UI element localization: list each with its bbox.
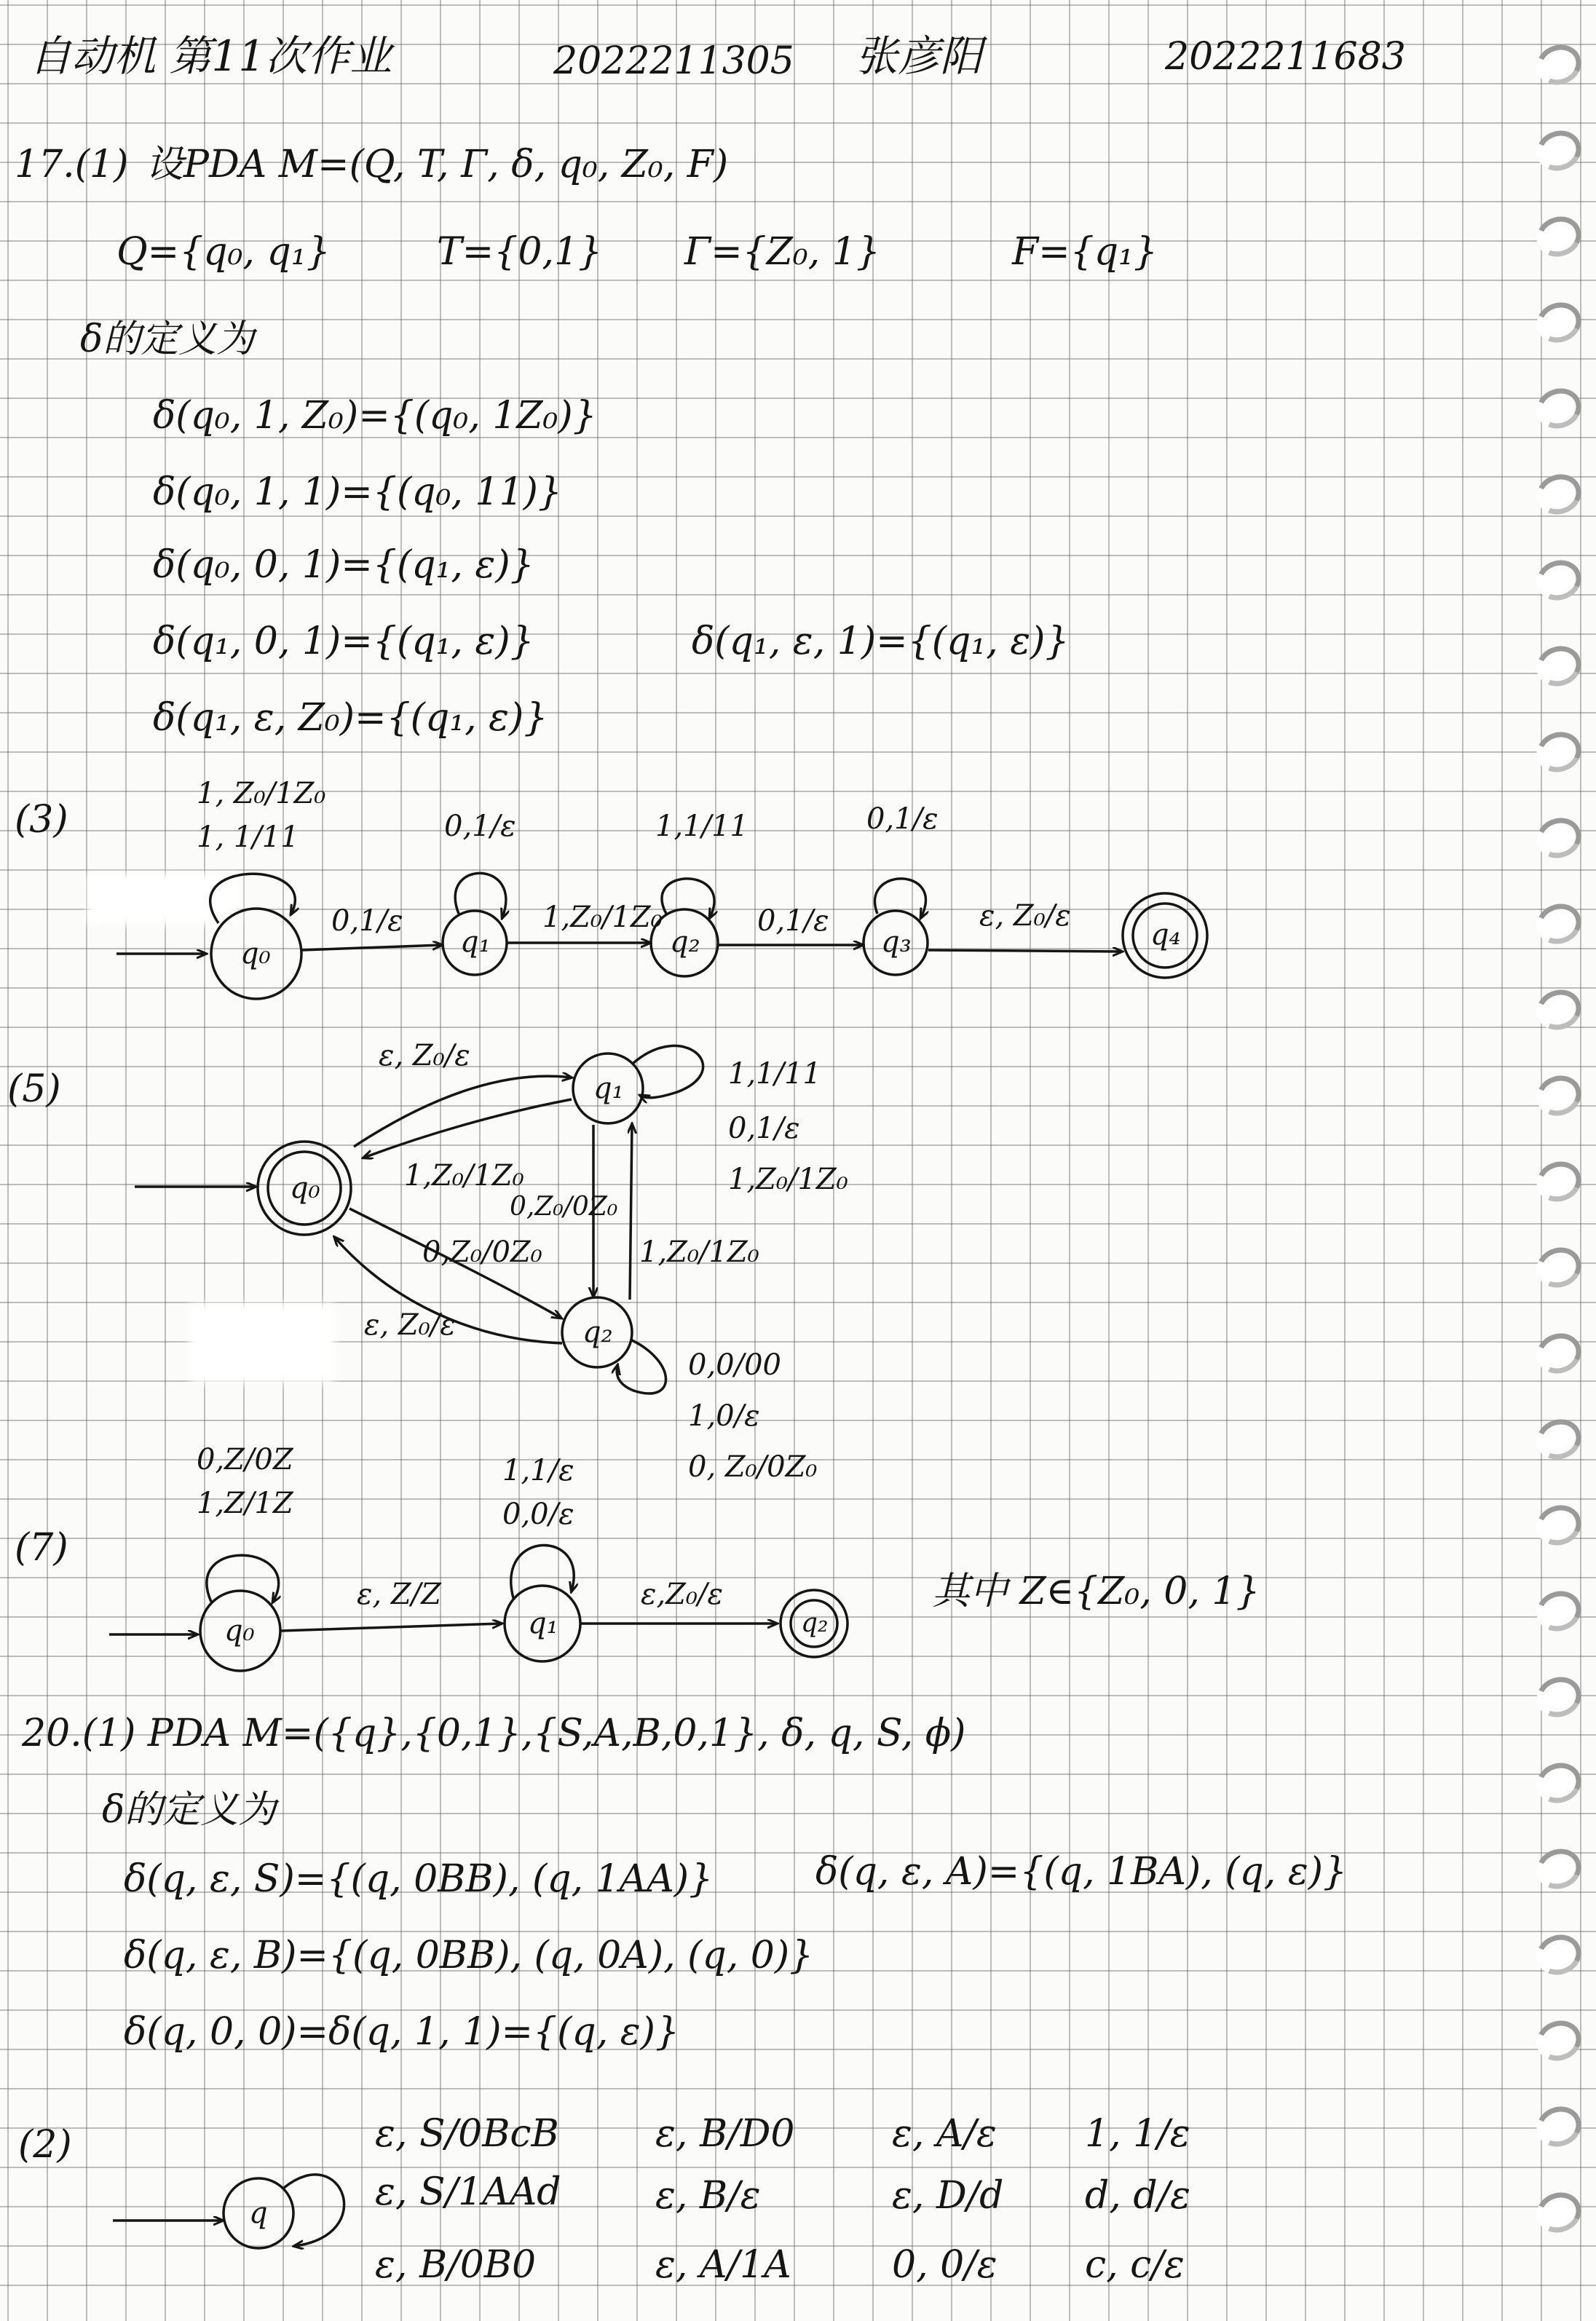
transition-cell: ε, B/D0: [655, 2112, 795, 2156]
transition-cell: ε, D/d: [892, 2174, 1004, 2218]
part-5-label: (5): [7, 1067, 61, 1111]
loop-label: 1,1/11: [655, 810, 748, 843]
delta-rule: δ(q₀, 1, Z₀)={(q₀, 1Z₀)}: [153, 394, 597, 438]
set-gamma: Γ={Z₀, 1}: [684, 230, 880, 274]
transition-cell: ε, S/1AAd: [375, 2170, 561, 2214]
self-loop: [207, 1555, 279, 1602]
delta-rule: δ(q, ε, B)={(q, 0BB), (q, 0A), (q, 0)}: [124, 1934, 814, 1977]
loop-label: 1,1/ε: [502, 1454, 574, 1487]
loop-label: 1, Z₀/1Z₀: [197, 777, 326, 810]
delta-rule: δ(q₁, 0, 1)={(q₁, ε)}: [153, 620, 534, 663]
self-loop: [617, 1340, 665, 1393]
loop-label: 1,Z₀/1Z₀: [728, 1163, 848, 1196]
transition-edge: [630, 1125, 632, 1300]
transition-edge: [928, 950, 1121, 952]
edge-label: 1,Z₀/1Z₀: [542, 901, 663, 934]
edge-label: ε, Z₀/ε: [379, 1039, 470, 1072]
transition-cell: 1, 1/ε: [1085, 2112, 1190, 2156]
transition-cell: ε, A/1A: [655, 2243, 791, 2287]
edge-label: ε, Z₀/ε: [979, 899, 1071, 933]
loop-label: 0,0/ε: [502, 1498, 574, 1531]
delta-rule: δ(q₁, ε, Z₀)={(q₁, ε)}: [153, 696, 548, 740]
state-label: q₁: [528, 1607, 558, 1640]
transition-cell: ε, S/0BcB: [375, 2112, 559, 2156]
student2-name: 张彦阳: [856, 31, 983, 81]
transition-edge: [281, 1624, 501, 1631]
part-3-label: (3): [15, 798, 68, 842]
delta-heading: δ的定义为: [80, 317, 255, 361]
transition-cell: ε, B/ε: [655, 2174, 761, 2218]
self-loop: [511, 1545, 574, 1598]
state-label: q₀: [290, 1171, 320, 1205]
transition-cell: ε, A/ε: [892, 2112, 997, 2156]
student2-id: 2022211683: [1165, 35, 1406, 79]
delta-rule: δ(q₀, 0, 1)={(q₁, ε)}: [153, 543, 534, 587]
loop-label: 0,1/ε: [444, 810, 516, 843]
transition-cell: c, c/ε: [1085, 2243, 1185, 2287]
state-label: q₂: [670, 925, 700, 959]
set-q: Q={q₀, q₁}: [116, 230, 331, 274]
edge-label: ε, Z₀/ε: [364, 1308, 456, 1342]
state-label: q₁: [460, 925, 491, 959]
edge-label: 0,Z₀/0Z₀: [422, 1235, 542, 1269]
edge-label: 0,1/ε: [757, 904, 829, 938]
state-label: q₁: [593, 1072, 624, 1105]
state-label: q: [249, 2197, 268, 2230]
state-label: q₀: [240, 937, 271, 970]
part-2-label: (2): [18, 2123, 72, 2167]
student1-id: 2022211305: [553, 39, 794, 83]
loop-label: 0, Z₀/0Z₀: [688, 1450, 818, 1484]
loop-label: 1,1/11: [728, 1057, 821, 1091]
delta-rule: δ(q₀, 1, 1)={(q₀, 11)}: [153, 470, 562, 514]
delta-rule: δ(q, ε, S)={(q, 0BB), (q, 1AA)}: [124, 1857, 714, 1901]
loop-label: 0,0/00: [688, 1348, 781, 1382]
edge-label: 0,Z₀/0Z₀: [510, 1192, 618, 1222]
loop-label: 0,1/ε: [728, 1112, 800, 1145]
loop-label: 0,Z/0Z: [197, 1443, 293, 1476]
part-7-label: (7): [15, 1526, 68, 1570]
loop-label: 1, 1/11: [197, 821, 299, 854]
transition-cell: 0, 0/ε: [892, 2243, 998, 2287]
transition-edge: [364, 1099, 572, 1158]
loop-label: 1,0/ε: [688, 1399, 760, 1433]
loop-label: 1,Z/1Z: [197, 1487, 293, 1520]
edge-label: 1,Z₀/1Z₀: [639, 1235, 759, 1269]
part-7-note: 其中 Z∈{Z₀, 0, 1}: [932, 1570, 1260, 1613]
state-label: q₂: [582, 1316, 613, 1349]
state-label: q₄: [1150, 918, 1181, 952]
edge-label: 0,1/ε: [331, 904, 403, 938]
state-label: q₀: [224, 1614, 255, 1648]
transition-cell: d, d/ε: [1085, 2174, 1191, 2218]
state-label: q₂: [801, 1608, 829, 1638]
edge-label: ε, Z/Z: [357, 1578, 441, 1611]
state-label: q₃: [881, 925, 912, 959]
transition-edge: [354, 1076, 571, 1147]
set-f: F={q₁}: [1012, 230, 1158, 274]
transition-cell: ε, B/0B0: [375, 2243, 537, 2287]
set-t: T={0,1}: [437, 230, 603, 274]
question-17-intro: 设PDA M=(Q, T, Γ, δ, q₀, Z₀, F): [146, 143, 729, 186]
delta-rule-side: δ(q, ε, A)={(q, 1BA), (q, ε)}: [815, 1850, 1348, 1894]
question-17-number: 17.(1): [15, 143, 129, 186]
transition-edge: [302, 945, 441, 950]
question-20-header: 20.(1) PDA M=({q},{0,1},{S,A,B,0,1}, δ, q, S, ϕ): [22, 1712, 966, 1755]
delta-rule: δ(q, 0, 0)=δ(q, 1, 1)={(q, ε)}: [124, 2010, 680, 2054]
edge-label: 1,Z₀/1Z₀: [404, 1159, 524, 1193]
delta-rule-side: δ(q₁, ε, 1)={(q₁, ε)}: [692, 620, 1070, 663]
loop-label: 0,1/ε: [866, 802, 939, 836]
edge-label: ε,Z₀/ε: [641, 1578, 723, 1611]
delta-heading: δ的定义为: [102, 1788, 277, 1832]
page-title: 自动机 第11次作业: [29, 31, 392, 81]
